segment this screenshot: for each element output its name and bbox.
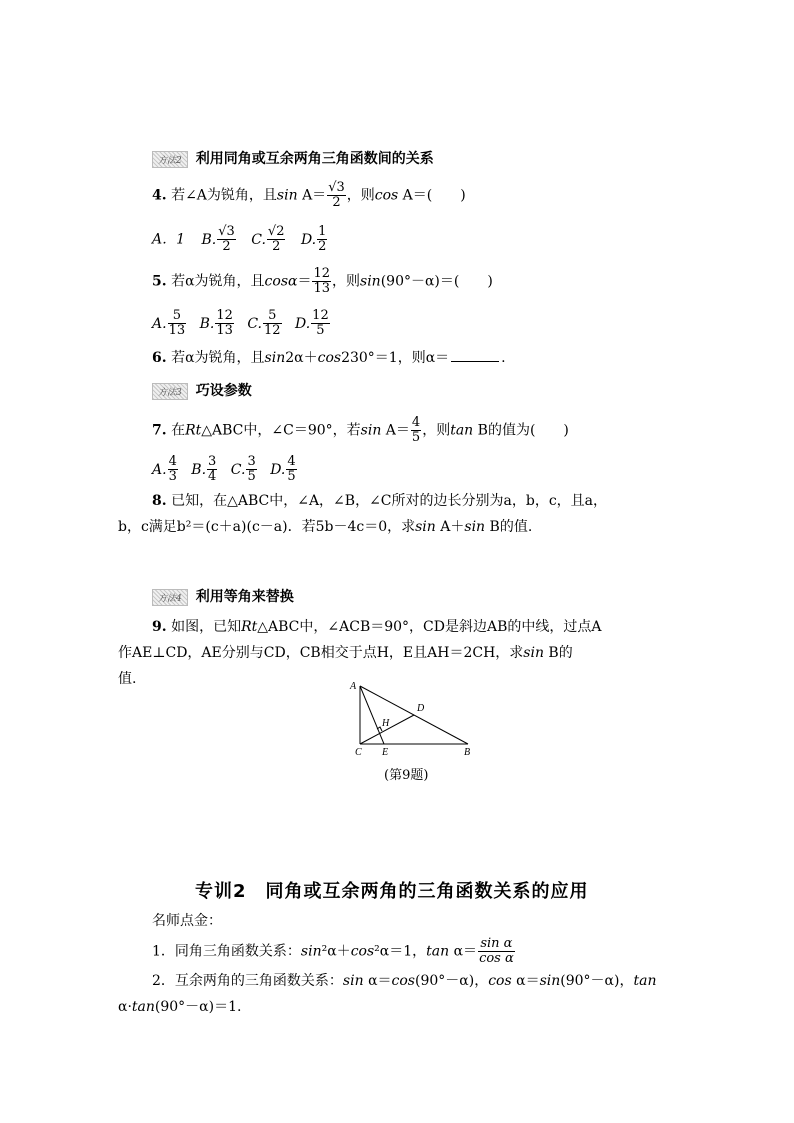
q7-text-c: ，则	[422, 422, 451, 439]
option-letter: D.	[294, 315, 311, 332]
note2-f: α·	[118, 999, 132, 1015]
note2-g: (90°－α)＝1.	[154, 999, 242, 1015]
q4-option-c[interactable]	[251, 224, 286, 254]
method-4-title: 利用等角来替换	[195, 589, 294, 605]
frac-num: 4	[287, 454, 296, 469]
question-4	[152, 181, 466, 210]
frac-den: 3	[168, 469, 177, 484]
option-letter: B.	[201, 231, 217, 248]
q7-option-b[interactable]	[191, 454, 218, 484]
answer-blank[interactable]	[451, 361, 499, 362]
tan-fn: tan	[633, 973, 657, 989]
note2-e: (90°－α)，	[560, 973, 634, 989]
frac-den: 2	[332, 195, 341, 210]
note1-fraction	[478, 937, 515, 966]
q8-line2b: A＋	[440, 519, 465, 535]
cos-fn: cos	[391, 973, 415, 989]
frac-num: 3	[208, 454, 217, 469]
note-2	[118, 968, 678, 1020]
cos-fn: cosα	[264, 273, 298, 290]
q5-eq: ＝	[297, 273, 312, 290]
q7-var: A＝	[385, 422, 410, 439]
q5-fraction	[312, 267, 331, 296]
frac-den: 5	[316, 323, 325, 338]
frac-num: 5	[168, 309, 187, 324]
sin-fn: sin	[523, 645, 544, 661]
q4-text: 若∠A为锐角，且	[171, 187, 277, 204]
q5-option-d[interactable]	[294, 308, 331, 338]
q5-text-b: ，则	[332, 273, 361, 290]
frac-num: 12	[312, 308, 329, 323]
tan-fn: tan	[426, 943, 450, 960]
q5-option-a[interactable]	[152, 308, 187, 338]
frac-num: √2	[267, 224, 285, 239]
notes-label: 名师点金：	[152, 913, 222, 929]
frac-den: 5	[411, 430, 421, 445]
sin-fn: sin	[300, 943, 322, 960]
frac-num: 12	[216, 308, 233, 323]
q5-number: 5.	[152, 273, 167, 290]
q4-option-b[interactable]	[201, 224, 236, 254]
option-letter: C.	[230, 461, 246, 478]
q4-number: 4.	[152, 187, 167, 204]
cos-fn: cos	[374, 187, 399, 204]
frac-den: 13	[168, 323, 186, 338]
frac-num: 1	[318, 224, 327, 239]
frac-num: 3	[247, 454, 256, 469]
frac-num: 5	[263, 309, 282, 324]
cos-fn: cos	[317, 350, 342, 366]
method-2-badge: 方法2	[152, 151, 188, 168]
q7-option-c[interactable]	[230, 454, 258, 484]
note2-d: α＝	[516, 973, 540, 989]
question-7	[152, 416, 569, 445]
frac-num: 4	[411, 415, 421, 430]
q7-fraction	[411, 416, 421, 445]
q4-options	[152, 225, 328, 254]
note1-b: ²α＋	[321, 943, 351, 960]
rt-symbol: Rt	[185, 422, 202, 439]
tan-fn: tan	[450, 422, 474, 439]
q6-end: .	[501, 350, 506, 366]
q4-text-b: ，则	[346, 187, 375, 204]
label-d: D	[417, 703, 425, 714]
note2-c: (90°－α)，	[415, 973, 489, 989]
q6-number: 6.	[152, 350, 167, 366]
method-3-badge: 方法3	[152, 383, 188, 400]
q9-line3: 值.	[118, 671, 137, 687]
question-5	[152, 267, 493, 296]
q7-options	[152, 455, 298, 484]
q4-option-a[interactable]: A．1	[152, 231, 186, 248]
note1-c: ²α＝1，	[374, 943, 427, 960]
label-c: C	[355, 747, 362, 758]
option-letter: A.	[152, 315, 167, 332]
q7-text-d: B的值为( )	[477, 422, 569, 439]
q7-option-d[interactable]	[270, 454, 297, 484]
cos-fn: cos	[350, 943, 375, 960]
cos-fn: cos	[488, 973, 512, 989]
q9-line1b: △ABC中，∠ACB＝90°，CD是斜边AB的中线，过点A	[257, 619, 602, 635]
method-2-header	[152, 148, 434, 168]
frac-num: 4	[168, 454, 177, 469]
q6-mid: 2α＋	[285, 350, 318, 366]
method-4-badge: 方法4	[152, 589, 188, 606]
frac-den: 2	[318, 239, 327, 254]
frac-den: 13	[216, 323, 233, 338]
tan-fn: tan	[131, 999, 155, 1015]
option-letter: B.	[199, 315, 215, 332]
frac-num: √3	[218, 224, 235, 239]
option-letter: C.	[251, 231, 266, 248]
q8-line2a: b，c满足b²＝(c＋a)(c－a)．若5b－4c＝0，求	[118, 519, 416, 535]
q4-fraction	[327, 181, 346, 210]
sin-fn: sin	[539, 973, 561, 989]
triangle-figure	[340, 678, 480, 760]
q7-text-b: △ABC中，∠C＝90°，若	[201, 422, 361, 439]
note2-b: α＝	[368, 973, 392, 989]
method-3-title: 巧设参数	[195, 383, 252, 399]
q5-option-c[interactable]	[247, 308, 282, 338]
frac-den: 5	[287, 469, 296, 484]
q8-line2c: B的值.	[489, 519, 533, 535]
label-b: B	[464, 747, 471, 758]
question-6	[152, 347, 506, 367]
label-e: E	[382, 747, 389, 758]
option-letter: B.	[191, 461, 207, 478]
q9-line1a: 如图，已知	[171, 619, 242, 635]
q9-number: 9.	[152, 619, 167, 635]
section-title: 专训2 同角或互余两角的三角函数关系的应用	[195, 881, 589, 902]
sin-fn: sin	[342, 973, 364, 989]
method-2-title: 利用同角或互余两角三角函数间的关系	[195, 151, 434, 167]
segment-ae	[360, 686, 384, 744]
q4-var: A＝	[302, 187, 327, 204]
q6-text: 若α为锐角，且	[171, 350, 265, 366]
option-letter: D.	[300, 231, 317, 248]
q4-text-c: A＝( )	[402, 187, 466, 204]
q5-text-c: (90°－α)＝( )	[380, 273, 493, 290]
option-letter: D.	[270, 461, 286, 478]
figure-caption: (第9题)	[384, 768, 429, 783]
q5-text: 若α为锐角，且	[171, 273, 265, 290]
rt-symbol: Rt	[241, 619, 258, 635]
frac-den: 13	[313, 281, 331, 296]
sin-fn: sin	[264, 350, 286, 366]
frac-den: cos α	[479, 951, 514, 966]
label-h: H	[382, 718, 390, 729]
sin-fn: sin	[464, 519, 486, 535]
method-4-header	[152, 586, 294, 606]
frac-den: 4	[208, 469, 217, 484]
note1-text: 1．同角三角函数关系：	[152, 943, 301, 960]
q6-text-b: 230°＝1，则α＝	[341, 350, 450, 366]
note1-d: α＝	[453, 943, 478, 960]
q7-option-a[interactable]	[152, 454, 179, 484]
q4-option-d[interactable]	[300, 224, 328, 254]
q9-line2end: B的	[548, 645, 573, 661]
frac-num: sin α	[478, 937, 515, 952]
q5-options	[152, 309, 331, 338]
q7-text-a: 在	[171, 422, 186, 439]
frac-den: 5	[247, 469, 256, 484]
note2-text: 2．互余两角的三角函数关系：	[152, 973, 343, 989]
label-a: A	[350, 681, 357, 692]
sin-fn: sin	[360, 273, 381, 290]
sin-fn: sin	[360, 422, 382, 439]
frac-num: √3	[328, 180, 345, 195]
method-3-header	[152, 380, 252, 400]
frac-num: 12	[313, 266, 331, 281]
sin-fn: sin	[276, 187, 298, 204]
q8-number: 8.	[152, 493, 167, 509]
sin-fn: sin	[415, 519, 436, 535]
q7-number: 7.	[152, 422, 167, 439]
q8-line1: 已知，在△ABC中，∠A，∠B，∠C所对的边长分别为a，b，c，且a，	[171, 493, 608, 509]
note-1	[152, 937, 516, 966]
q9-line2: 作AE⊥CD，AE分别与CD，CB相交于点H，E且AH＝2CH，求	[118, 645, 524, 661]
frac-den: 2	[222, 239, 231, 254]
option-letter: C.	[247, 315, 262, 332]
frac-den: 12	[263, 323, 281, 338]
option-letter: A.	[152, 461, 167, 478]
frac-den: 2	[272, 239, 281, 254]
question-8	[118, 488, 678, 540]
q5-option-b[interactable]	[199, 308, 235, 338]
